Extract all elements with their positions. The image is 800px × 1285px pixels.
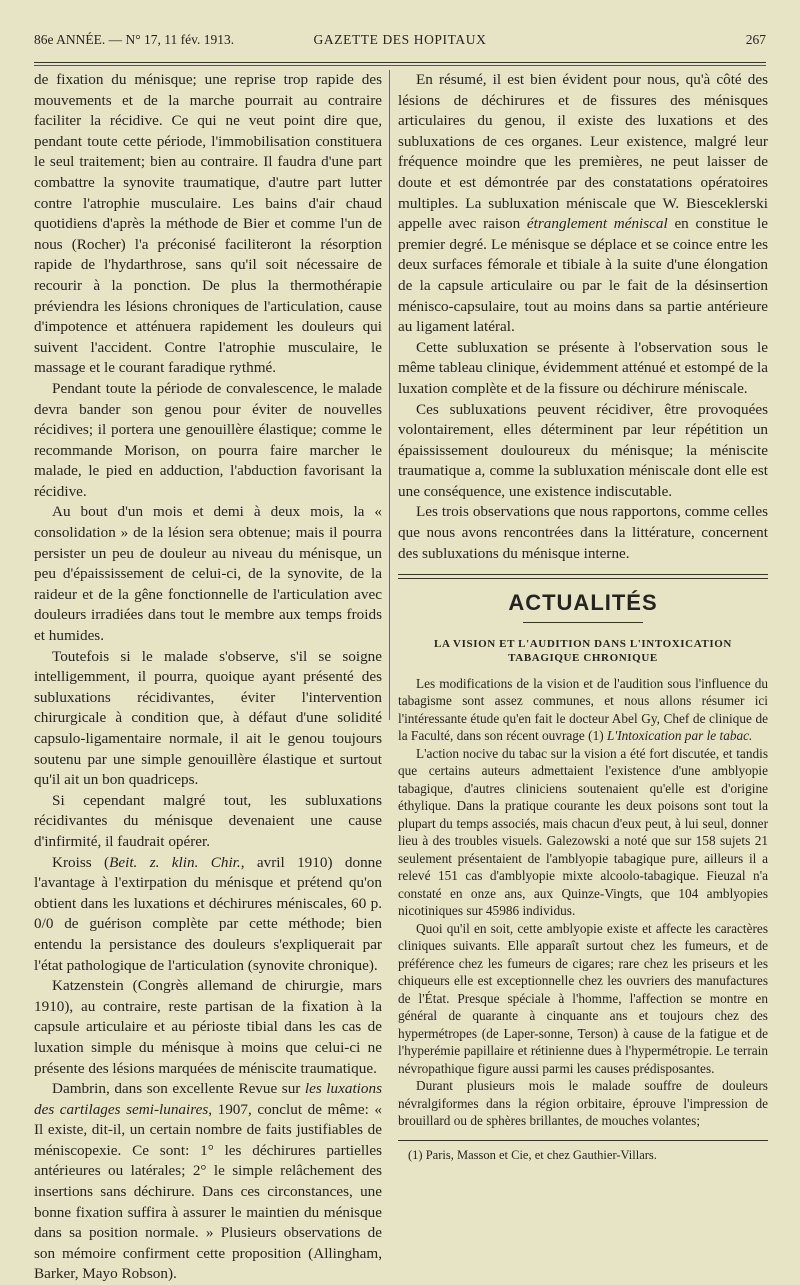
paragraph: Quoi qu'il en soit, cette amblyopie existe et affecte les caractères cliniques suivants. Elle apparaît surtout chez les fumeurs, et de préférence chez les fumeurs de cigares; rare chez les priseurs et les chiqueurs elle est exceptionnelle chez les ouvriers des manufactures de l'État. Presque spéciale à l'homme, l'affection se montre en général de quarante à cinquante ans et toujours chez des hypermétropes (de Laper-sonne, Terson) à cause de la fatigue et de l'hyperémie papillaire et rétinienne dues à l'hypermétropie. Le terrain névropathique figure aussi parmi les causes prédisposantes. xyxy=(398,920,768,1076)
citation: Beit. z. klin. Chir. xyxy=(109,853,241,871)
article-body xyxy=(398,675,768,1163)
section-rule xyxy=(398,574,768,575)
book-title: L'Intoxication par le tabac. xyxy=(606,728,753,744)
paragraph: Si cependant malgré tout, les subluxations récidivantes du ménisque devenaient une cause d'infirmité, il faudrait opérer. xyxy=(34,791,382,850)
paragraph: Les trois observations que nous rapportons, comme celles que nous avons rencontrées dans la littérature, concernent des subluxations du ménisque interne. xyxy=(398,503,768,562)
paragraph: Durant plusieurs mois le malade souffre de douleurs névralgiformes dans la région orbitaire, éprouve l'impression de brouillard ou de sphères brillantes, de mouches volantes; xyxy=(398,1078,768,1129)
paragraph-kroiss xyxy=(34,853,382,977)
citation: les luxations des cartilages semi-lunaires xyxy=(34,1080,382,1118)
text: Les modifications de la vision et de l'audition sous l'influence du tabagisme sont assez communes, et nous allons résumer ici l'intéressante étude qu'en fait le docteur Abel Gy, Chef de clinique de la Faculté, dans son récent ouvrage (1) xyxy=(398,675,768,744)
header-rule-double xyxy=(34,65,766,66)
running-head xyxy=(34,32,766,56)
paragraph: Au bout d'un mois et demi à deux mois, la « consolidation » de la lésion sera obtenue; mais il pourra persister un peu de douleur au niveau du ménisque, un peu d'épaississement de celui-ci, de la synovite, de la raideur et de la gêne fonctionnelle de l'articulation avec douleurs irradiées dans tout le membre aux temps froids et humides. xyxy=(34,503,382,645)
column-divider xyxy=(389,70,390,720)
paragraph-intro xyxy=(398,675,768,745)
footnote-rule xyxy=(398,1140,768,1141)
footnote: (1) Paris, Masson et Cie, et chez Gauthier-Villars. xyxy=(408,1147,657,1162)
paragraph: Katzenstein (Congrès allemand de chirurgie, mars 1910), au contraire, reste partisan de la fixation à la capsule articulaire et au périoste tibial dans les cas de luxation simple du ménisque à moins que celui-ci ne présente des lésions marquées de méniscite traumatique. xyxy=(34,977,382,1077)
text: En résumé, il est bien évident pour nous, qu'à côté des lésions de déchirures et de fissures des ménisques articulaires du genou, il existe des luxations et des subluxations de ces organes. Leur existence, malgré leur fréquence moindre que les premières, ne peut laisser de doute et est démontrée par des constatations opératoires multiples. La subluxation méniscale que W. Biesceklerski appelle avec raison xyxy=(398,71,768,233)
paragraph: de fixation du ménisque; une reprise trop rapide des mouvements et de la marche pourrait au contraire faciliter la récidive. Ce qui ne veut point dire que, pendant toute cette période, l'immobilisation constituera le seul traitement; bien au contraire. Il faudra d'une part combattre la synovite traumatique, d'autre part lutter contre l'atrophie musculaire. Les bains d'air chaud quotidiens d'après la méthode de Bier et comme l'un de nous (Rocher) l'a préconisé faciliteront la résorption rapide de l'hydarthrose, sans qu'il soit nécessaire de recourir à la ponction. De plus la thermothérapie préviendra les lésions chroniques de l'articulation, cause d'impotence et atténuera rapidement les douleurs qui suivent l'accident. Contre l'atrophie musculaire, le massage et le courant faradique rythmé. xyxy=(34,71,382,377)
text: en constitue le premier degré. Le ménisque se déplace et se coince entre les deux surfaces fémorale et tibiale à la suite d'une élongation de la capsule articulaire ou par le fait de la désinsertion ménisco-capsulaire, tout au moins dans sa partie antérieure au ligament latéral. xyxy=(398,215,768,336)
journal-title: GAZETTE DES HOPITAUX xyxy=(313,32,487,47)
paragraph: Pendant toute la période de convalescence, le malade devra bander son genou pour éviter de nouvelles récidives; il portera une genouillère élastique; comme le recommande Morison, on pourra faire marcher le malade, le pied en adduction, l'abduction favorisant la récidive. xyxy=(34,379,382,500)
paragraph: Toutefois si le malade s'observe, s'il se soigne intelligemment, il pourra, quoique ayant présenté des subluxations récidivantes, éviter l'intervention chirurgicale à condition que, à défaut d'une solidité capsulo-ligamentaire normale, il ait le genou toujours soutenu par une simple genouillère élastique et surtout qu'il ait un bon quadriceps. xyxy=(34,647,382,789)
paragraph: Ces subluxations peuvent récidiver, être provoquées volontairement, elles déterminent par leur répétition un épaississement douloureux du ménisque; la méniscite traumatique a, comme la subluxation méniscale dont elle est une conséquence, une existence indiscutable. xyxy=(398,400,768,500)
text: Dambrin, dans son excellente Revue sur xyxy=(52,1080,305,1098)
paragraph-resume xyxy=(398,70,768,338)
title-rule xyxy=(523,622,643,623)
right-column xyxy=(398,70,768,1163)
section-rule xyxy=(398,578,768,579)
paragraph-dambrin xyxy=(34,1079,382,1285)
issue-info: 86e ANNÉE. — N° 17, 11 fév. 1913. xyxy=(34,32,235,47)
text: , avril 1910) donne l'avantage à l'extirpation du ménisque et prétend qu'on obtient dans les luxations et déchirures méniscales, 60 p. 0/0 de guérison complète par cette méthode; bien entendu la persistance des douleurs s'expliquerait par l'état pathologique de l'articulation (synovite chronique). xyxy=(34,853,382,974)
paragraph: Cette subluxation se présente à l'observation sous le même tableau clinique, évidemment atténué et estompé de la luxation complète et de la fissure ou déchirure méniscale. xyxy=(398,338,768,397)
emphasis: étranglement méniscal xyxy=(526,215,668,233)
left-column xyxy=(34,70,382,1285)
section-title: ACTUALITÉS xyxy=(508,590,658,616)
paragraph: L'action nocive du tabac sur la vision a été fort discutée, et tandis que certains auteurs admettaient l'existence d'une amblyopie tabagique, d'autres cliniciens soutenaient qu'elle est d'origine éthylique. Dans la pratique courante les deux poisons sont tout la plupart du temps associés, mais chacun d'eux peut, à lui seul, donner lieu à des troubles visuels. Galezowski a noté que sur 158 sujets 21 seulement présentaient de l'amblyopie tabagique pure, ailleurs il a relevé 151 cas d'amblyopie mixte alcoolo-tabagique. Fieuzal n'a constaté en onze ans, aux Quinze-Vingts, que 104 amblyopies nicotiniques sur 45986 individus. xyxy=(398,745,768,919)
page-number: 267 xyxy=(745,32,766,47)
text: Kroiss ( xyxy=(52,853,110,871)
text: , 1907, conclut de même: « Il existe, dit-il, un certain nombre de faits justifiables de méniscopexie. Ce sont: 1° les déchirures partielles antérieures ou latérales; 2° le simple relâchement des insertions sans déchirure. Dans ces circonstances, une bonne fixation suffira à assurer le maintien du ménisque dans sa position normale. » Plusieurs observations de son mémoire confirment cette proposition (Allingham, Barker, Mayo Robson). xyxy=(34,1100,382,1283)
header-rule xyxy=(34,62,766,63)
article-title: LA VISION ET L'AUDITION DANS L'INTOXICATION TABAGIQUE CHRONIQUE xyxy=(434,637,732,664)
